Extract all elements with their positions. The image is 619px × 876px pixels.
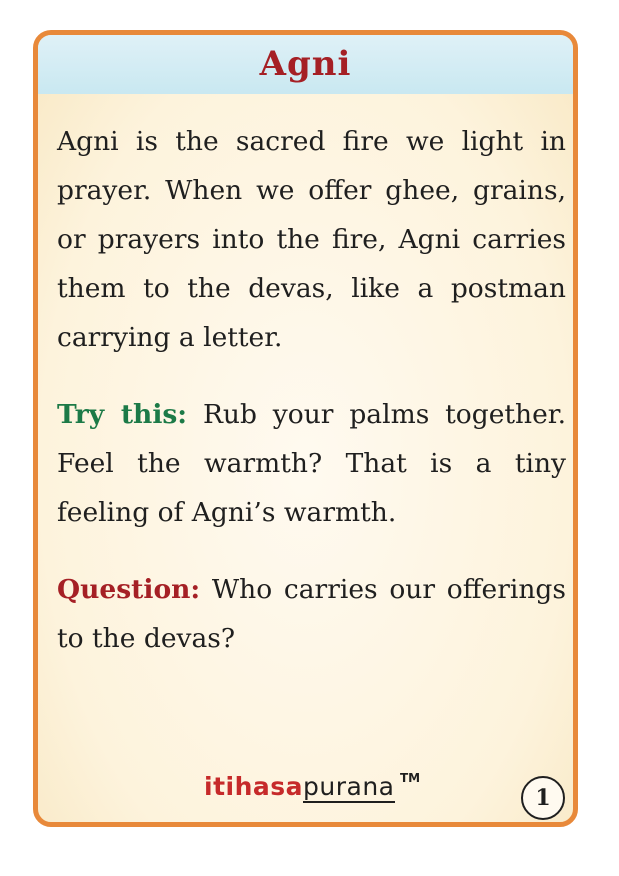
title-banner [38,35,573,94]
try-this-text: Rub your palms together. Feel the warmth? That is a tiny feeling of Agni’s warmth. [57,399,566,528]
trademark-mark: TM [400,771,421,785]
question-label: Question: [57,574,201,605]
card-title: Agni [259,44,352,84]
try-this-paragraph [57,390,566,537]
logo-part-itihasa: itihasa [204,772,304,801]
page-number-badge: 1 [521,776,565,820]
itihasapurana-logo [204,772,395,801]
intro-paragraph: Agni is the sacred fire we light in prayer. When we offer ghee, grains, or prayers into the fire, Agni carries them to the devas, like a postman carrying a letter. [57,126,566,353]
try-this-label: Try this: [57,399,188,430]
logo-part-purana: purana [303,772,395,801]
card-body [57,117,566,691]
story-card [33,30,578,827]
question-paragraph [57,565,566,663]
question-text: Who carries our offerings to the devas? [57,574,566,654]
